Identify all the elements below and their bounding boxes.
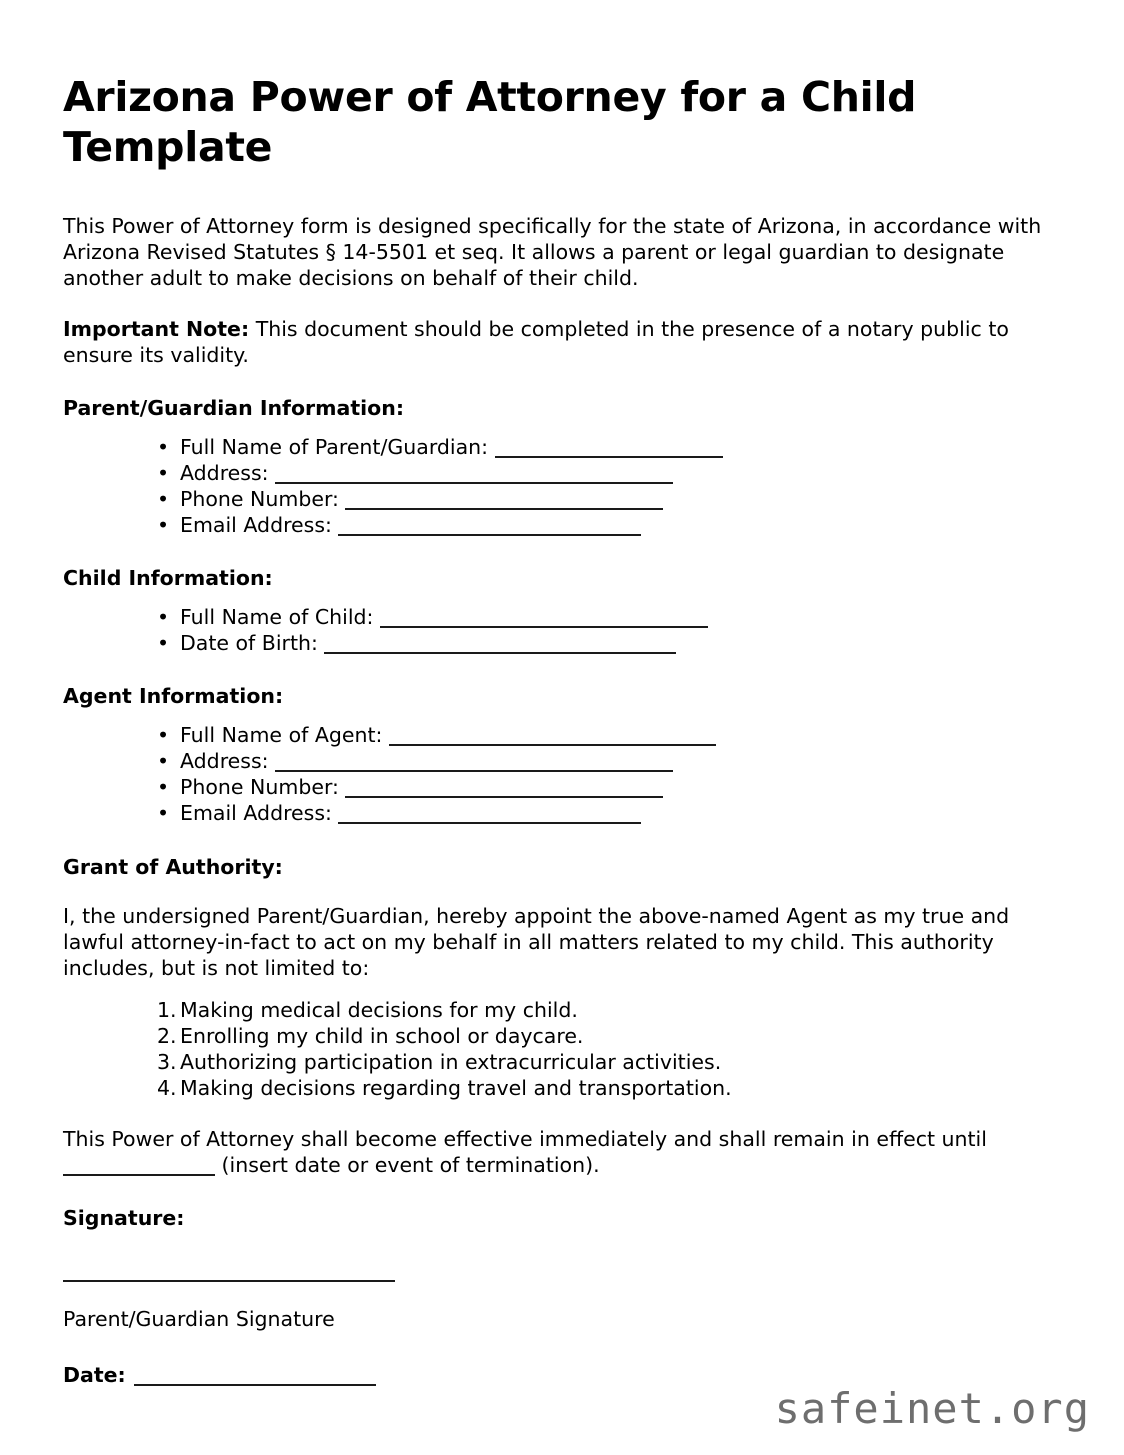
list-item <box>63 774 1061 800</box>
effective-clause-paragraph <box>63 1101 1061 1178</box>
field-blank-line <box>338 534 641 536</box>
agent-information-heading: Agent Information: <box>63 684 284 709</box>
field-blank-line <box>389 744 716 746</box>
important-note-text: This document should be completed in the presence of a notary public to ensure its validity. <box>63 317 1009 368</box>
list-item: Authorizing participation in extracurricular activities. <box>180 1049 722 1074</box>
field-label: Address: <box>180 461 269 486</box>
intro-paragraph: This Power of Attorney form is designed specifically for the state of Arizona, in accordance with Arizona Revised Statutes § 14-5501 et seq. It allows a parent or legal guardian to designate another adult to make decisions on behalf of their child. <box>63 214 1042 291</box>
important-note-paragraph <box>63 291 1061 368</box>
parent-guardian-field-list <box>63 420 1061 538</box>
list-item <box>63 460 1061 486</box>
grant-of-authority-paragraph: I, the undersigned Parent/Guardian, hereby appoint the above-named Agent as my true and lawful attorney-in-fact to act on my behalf in all matters related to my child. This authority includes, but is not limited to: <box>63 903 1010 980</box>
child-information-heading: Child Information: <box>63 566 273 591</box>
list-item <box>63 486 1061 512</box>
page-title: Arizona Power of Attorney for a Child Template <box>63 73 917 172</box>
list-item: Enrolling my child in school or daycare. <box>180 1023 584 1048</box>
field-label: Phone Number: <box>180 487 339 512</box>
list-item <box>63 722 1061 748</box>
list-item <box>63 748 1061 774</box>
field-blank-line <box>275 482 673 484</box>
date-label: Date: <box>63 1362 126 1387</box>
agent-information-field-list <box>63 708 1061 826</box>
field-label: Email Address: <box>180 801 332 826</box>
field-label: Full Name of Parent/Guardian: <box>180 435 489 460</box>
list-item <box>63 434 1061 460</box>
child-information-field-list <box>63 590 1061 656</box>
field-blank-line <box>338 822 641 824</box>
field-blank-line <box>275 770 673 772</box>
signature-caption: Parent/Guardian Signature <box>63 1306 335 1331</box>
effective-clause-text-before: This Power of Attorney shall become effective immediately and shall remain in effect until <box>63 1126 987 1151</box>
field-blank-line <box>495 456 723 458</box>
grant-of-authority-heading: Grant of Authority: <box>63 854 283 879</box>
field-blank-line <box>324 652 676 654</box>
field-label: Date of Birth: <box>180 631 318 656</box>
list-item: Making medical decisions for my child. <box>180 997 578 1022</box>
field-label: Full Name of Child: <box>180 605 374 630</box>
field-label: Email Address: <box>180 513 332 538</box>
list-item <box>63 630 1061 656</box>
parent-guardian-heading: Parent/Guardian Information: <box>63 396 405 421</box>
field-label: Full Name of Agent: <box>180 723 383 748</box>
field-label: Address: <box>180 749 269 774</box>
field-blank-line <box>345 508 663 510</box>
signature-heading: Signature: <box>63 1205 185 1230</box>
list-item: Making decisions regarding travel and transportation. <box>180 1075 732 1100</box>
authority-list <box>63 981 1061 1101</box>
termination-blank-line <box>63 1174 215 1176</box>
list-item <box>63 604 1061 630</box>
important-note-label: Important Note: <box>63 317 250 342</box>
list-item <box>63 512 1061 538</box>
field-blank-line <box>345 796 663 798</box>
field-blank-line <box>380 626 708 628</box>
effective-clause-text-after: (insert date or event of termination). <box>215 1152 600 1177</box>
list-item <box>63 800 1061 826</box>
watermark: safeinet.org <box>774 1384 1090 1433</box>
date-row <box>63 1332 1061 1387</box>
date-blank-line <box>134 1384 376 1386</box>
field-label: Phone Number: <box>180 775 339 800</box>
